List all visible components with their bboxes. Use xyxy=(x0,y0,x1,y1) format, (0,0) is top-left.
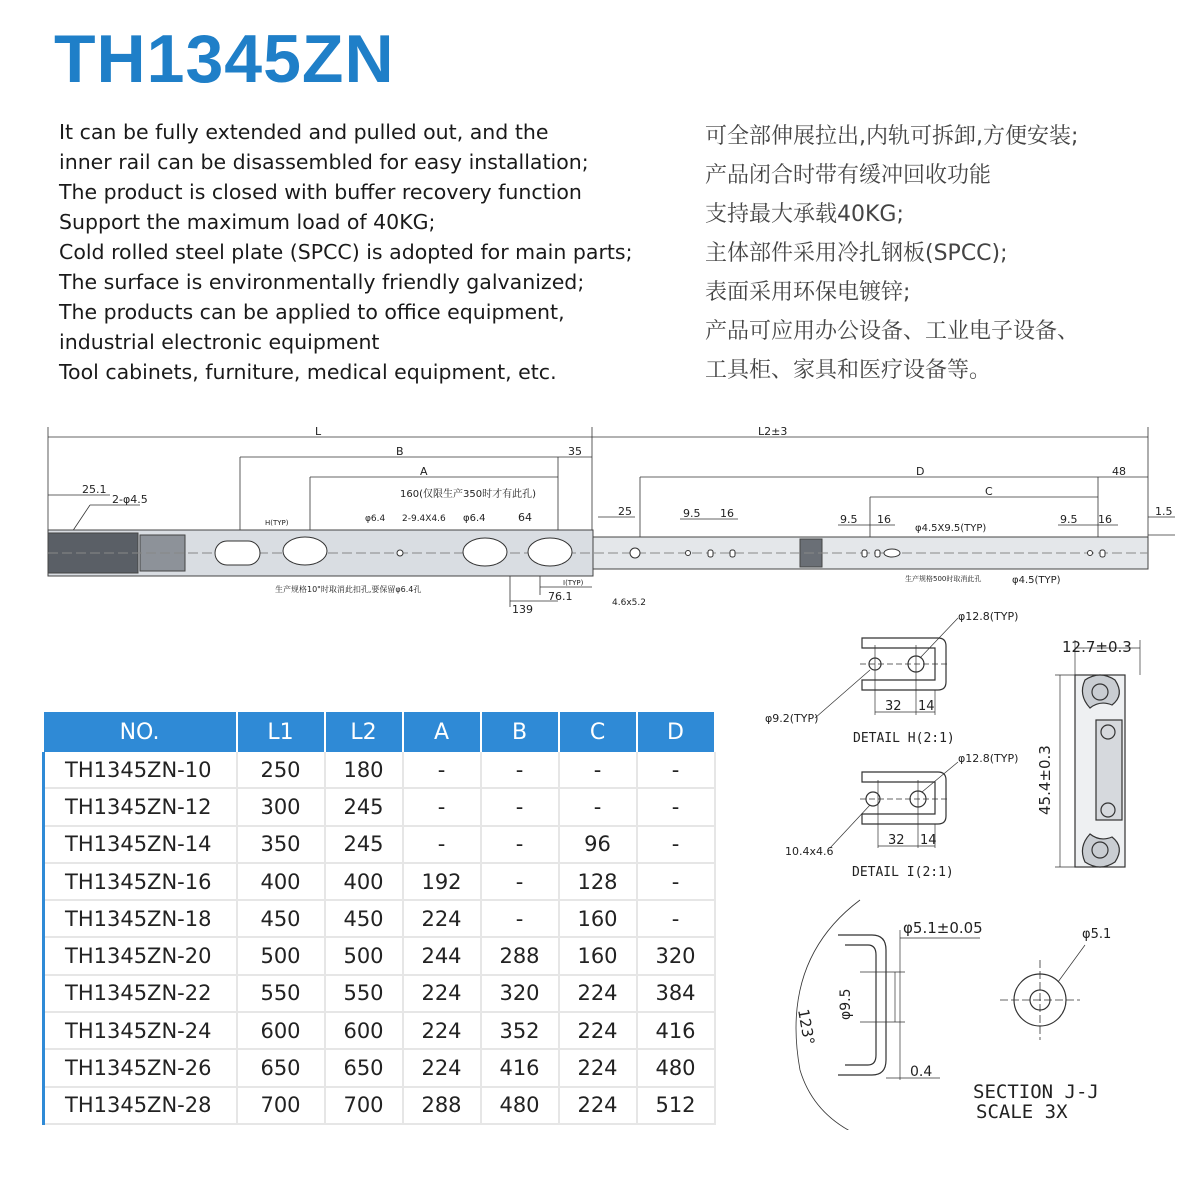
cell-value: 450 xyxy=(237,900,325,937)
cell-value: - xyxy=(403,752,481,788)
cell-value: 400 xyxy=(237,863,325,900)
i-slot: 10.4x4.6 xyxy=(785,845,834,858)
table-row xyxy=(44,863,715,900)
cell-model: TH1345ZN-10 xyxy=(44,752,237,788)
cell-value: 224 xyxy=(559,975,637,1012)
table-row xyxy=(44,788,715,825)
cell-model: TH1345ZN-12 xyxy=(44,788,237,825)
cell-value: 250 xyxy=(237,752,325,788)
cell-value: 288 xyxy=(403,1087,481,1124)
cell-value: 400 xyxy=(325,863,403,900)
note-10-inch: 生产规格10"时取消此扣孔,要保留φ6.4孔 xyxy=(275,585,422,594)
product-title: TH1345ZN xyxy=(54,21,395,97)
table-row xyxy=(44,752,715,788)
dim-9-5-b: 9.5 xyxy=(840,513,858,526)
cell-value: 320 xyxy=(481,975,559,1012)
cell-model: TH1345ZN-22 xyxy=(44,975,237,1012)
cell-value: - xyxy=(481,826,559,863)
cell-value: - xyxy=(559,788,637,825)
header-l1: L1 xyxy=(237,712,325,752)
feature-line: The products can be applied to office equipment, xyxy=(59,300,565,324)
header-l2: L2 xyxy=(325,712,403,752)
slot-9-4: 2-9.4X4.6 xyxy=(402,514,446,524)
table-row xyxy=(44,975,715,1012)
cell-value: - xyxy=(559,752,637,788)
dim-16-a: 16 xyxy=(720,507,734,520)
cell-value: 700 xyxy=(237,1087,325,1124)
i-dim-32: 32 xyxy=(888,833,905,848)
cell-value: 160 xyxy=(559,937,637,974)
note-160: 160(仅限生产350时才有此孔) xyxy=(400,489,536,500)
header-c: C xyxy=(559,712,637,752)
cell-value: 224 xyxy=(559,1049,637,1086)
cell-value: 650 xyxy=(325,1049,403,1086)
table-row xyxy=(44,1087,715,1124)
table-row xyxy=(44,900,715,937)
cell-value: - xyxy=(481,788,559,825)
dim-64: 64 xyxy=(518,511,532,524)
cell-model: TH1345ZN-20 xyxy=(44,937,237,974)
detail-h-label: DETAIL H(2:1) xyxy=(853,731,955,746)
cell-value: 700 xyxy=(325,1087,403,1124)
rail-drawing xyxy=(0,415,1200,615)
cell-value: 180 xyxy=(325,752,403,788)
table-header-row xyxy=(44,712,715,752)
cell-value: - xyxy=(403,826,481,863)
i-dim-14: 14 xyxy=(920,833,937,848)
dim-25-1: 25.1 xyxy=(82,483,107,496)
cell-value: 416 xyxy=(637,1012,715,1049)
cell-value: - xyxy=(403,788,481,825)
feature-line: industrial electronic equipment xyxy=(59,330,380,354)
dim-139: 139 xyxy=(512,603,533,615)
cell-value: - xyxy=(481,752,559,788)
dim-phi-9-5: φ9.5 xyxy=(838,988,854,1020)
feature-line-cn: 支持最大承载40KG; xyxy=(705,202,904,227)
feature-line: The surface is environmentally friendly galvanized; xyxy=(59,270,585,294)
dim-76-1: 76.1 xyxy=(548,590,573,603)
cell-value: 288 xyxy=(481,937,559,974)
cell-value: 416 xyxy=(481,1049,559,1086)
feature-line-cn: 产品闭合时带有缓冲回收功能 xyxy=(705,163,992,188)
dim-25: 25 xyxy=(618,505,632,518)
cell-value: - xyxy=(637,900,715,937)
dim-9-5-c: 9.5 xyxy=(1060,513,1078,526)
pin-diameter-2: φ5.1 xyxy=(1082,927,1112,942)
cell-model: TH1345ZN-16 xyxy=(44,863,237,900)
h-phi-9-2: φ9.2(TYP) xyxy=(765,712,819,725)
pin-diameter: φ5.1±0.05 xyxy=(903,919,983,937)
cell-value: 245 xyxy=(325,788,403,825)
cell-value: 350 xyxy=(237,826,325,863)
cell-value: 500 xyxy=(325,937,403,974)
cell-value: 550 xyxy=(325,975,403,1012)
dim-0-4: 0.4 xyxy=(910,1064,933,1080)
feature-line: inner rail can be disassembled for easy installation; xyxy=(59,150,589,174)
cell-value: 352 xyxy=(481,1012,559,1049)
features-english xyxy=(59,117,689,387)
cell-model: TH1345ZN-24 xyxy=(44,1012,237,1049)
table-row xyxy=(44,1012,715,1049)
cell-value: 224 xyxy=(403,900,481,937)
dim-B: B xyxy=(396,445,404,458)
h-dim-14: 14 xyxy=(918,699,935,714)
cell-value: 384 xyxy=(637,975,715,1012)
feature-line-cn: 表面采用环保电镀锌; xyxy=(705,280,911,305)
cell-value: 600 xyxy=(237,1012,325,1049)
feature-line: The product is closed with buffer recovery function xyxy=(59,180,582,204)
h-typ-label: H(TYP) xyxy=(265,519,289,527)
header-b: B xyxy=(481,712,559,752)
cell-value: 96 xyxy=(559,826,637,863)
h-phi-12-8: φ12.8(TYP) xyxy=(958,610,1019,623)
feature-line: Support the maximum load of 40KG; xyxy=(59,210,436,234)
cell-value: 160 xyxy=(559,900,637,937)
cell-value: 245 xyxy=(325,826,403,863)
dim-16-b: 16 xyxy=(877,513,891,526)
i-typ-label: I(TYP) xyxy=(563,579,584,587)
cell-value: 244 xyxy=(403,937,481,974)
cell-value: 500 xyxy=(237,937,325,974)
feature-line-cn: 主体部件采用冷扎钢板(SPCC); xyxy=(705,241,1008,266)
cell-value: - xyxy=(481,900,559,937)
cell-model: TH1345ZN-14 xyxy=(44,826,237,863)
h-dim-32: 32 xyxy=(885,699,902,714)
scale-label: SCALE 3X xyxy=(976,1101,1068,1123)
feature-line-cn: 产品可应用办公设备、工业电子设备、 xyxy=(705,319,1080,344)
table-row xyxy=(44,937,715,974)
table-row xyxy=(44,826,715,863)
dim-35: 35 xyxy=(568,445,582,458)
dim-hole-2: 2-φ4.5 xyxy=(112,493,148,506)
header-a: A xyxy=(403,712,481,752)
dim-16-c: 16 xyxy=(1098,513,1112,526)
cell-value: 224 xyxy=(403,1012,481,1049)
cell-value: 224 xyxy=(559,1012,637,1049)
dim-4-6x5-2: 4.6x5.2 xyxy=(612,598,646,608)
cell-value: 320 xyxy=(637,937,715,974)
cell-value: 192 xyxy=(403,863,481,900)
feature-line-cn: 可全部伸展拉出,内轨可拆卸,方便安装; xyxy=(705,124,1079,149)
dim-1-5: 1.5 xyxy=(1155,505,1173,518)
cell-value: 128 xyxy=(559,863,637,900)
phi-6-4-a: φ6.4 xyxy=(365,514,386,524)
cell-value: - xyxy=(637,752,715,788)
feature-line-cn: 工具柜、家具和医疗设备等。 xyxy=(705,358,992,383)
cell-model: TH1345ZN-28 xyxy=(44,1087,237,1124)
dim-L2: L2±3 xyxy=(758,425,788,438)
header-no: NO. xyxy=(44,712,237,752)
i-phi-12-8: φ12.8(TYP) xyxy=(958,752,1019,765)
slot-typ: φ4.5X9.5(TYP) xyxy=(915,523,987,534)
cell-value: 224 xyxy=(559,1087,637,1124)
dim-9-5-a: 9.5 xyxy=(683,507,701,520)
cell-value: 450 xyxy=(325,900,403,937)
feature-line: Tool cabinets, furniture, medical equipment, etc. xyxy=(59,360,557,384)
cell-value: 550 xyxy=(237,975,325,1012)
cell-value: 650 xyxy=(237,1049,325,1086)
section-width: 12.7±0.3 xyxy=(1062,638,1132,656)
dim-D: D xyxy=(916,465,925,478)
table-body xyxy=(44,752,715,1124)
section-label: SECTION J-J xyxy=(973,1081,1099,1103)
dim-L: L xyxy=(315,425,322,438)
cell-value: 600 xyxy=(325,1012,403,1049)
cell-value: - xyxy=(637,863,715,900)
cell-value: 480 xyxy=(637,1049,715,1086)
feature-line: It can be fully extended and pulled out, and the xyxy=(59,120,549,144)
dim-C: C xyxy=(985,485,993,498)
cell-value: 224 xyxy=(403,1049,481,1086)
phi-4-5-typ: φ4.5(TYP) xyxy=(1012,575,1061,586)
cell-value: 224 xyxy=(403,975,481,1012)
cell-model: TH1345ZN-18 xyxy=(44,900,237,937)
dim-48: 48 xyxy=(1112,465,1126,478)
cell-value: 480 xyxy=(481,1087,559,1124)
header-d: D xyxy=(637,712,715,752)
detail-i-label: DETAIL I(2:1) xyxy=(852,865,954,880)
table-row xyxy=(44,1049,715,1086)
cell-value: - xyxy=(637,788,715,825)
dim-A: A xyxy=(420,465,428,478)
feature-line: Cold rolled steel plate (SPCC) is adopted for main parts; xyxy=(59,240,633,264)
spec-table xyxy=(42,712,716,1125)
cell-value: - xyxy=(481,863,559,900)
section-height: 45.4±0.3 xyxy=(1036,745,1054,815)
cell-value: - xyxy=(637,826,715,863)
note-500: 生产规格500时取消此孔 xyxy=(905,575,982,583)
phi-6-4-b: φ6.4 xyxy=(463,513,486,524)
features-chinese xyxy=(705,117,1195,390)
cell-model: TH1345ZN-26 xyxy=(44,1049,237,1086)
cell-value: 512 xyxy=(637,1087,715,1124)
cell-value: 300 xyxy=(237,788,325,825)
angle-123: 123° xyxy=(794,1007,819,1047)
